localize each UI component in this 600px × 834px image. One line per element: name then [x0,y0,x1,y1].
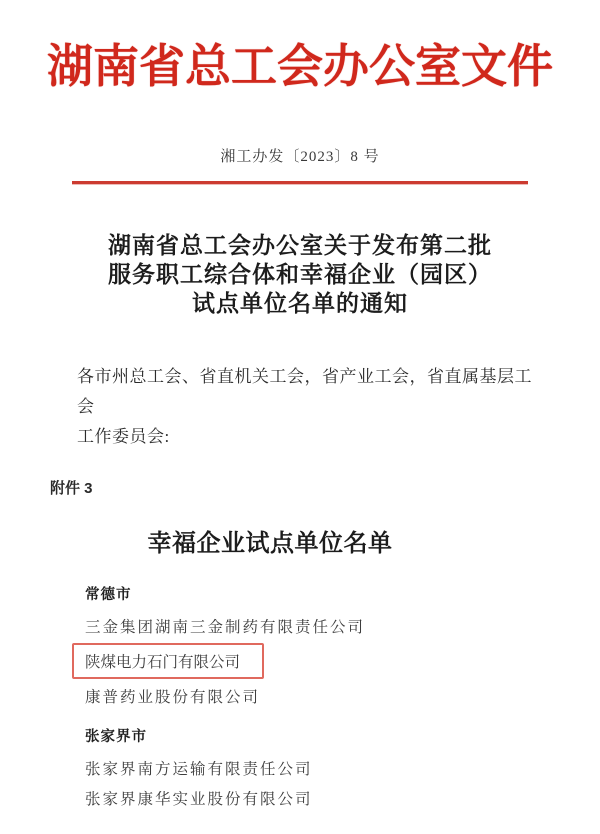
company-item-highlighted: 陕煤电力石门有限公司 [85,654,241,671]
addressee-paragraph [0,362,600,452]
company-item: 张家界康华实业股份有限公司 [85,791,313,808]
red-highlight-box [72,643,264,679]
document-title-line-1: 湖南省总工会办公室关于发布第二批 [108,233,492,258]
document-title-line-2: 服务职工综合体和幸福企业（园区） [108,262,492,287]
pilot-unit-list [0,585,600,810]
city-heading-changde: 常德市 [85,587,132,603]
company-item: 三金集团湖南三金制药有限责任公司 [85,619,366,636]
red-divider-rule [72,181,528,184]
document-title-line-3: 试点单位名单的通知 [192,291,408,316]
city-heading-zhangjiajie: 张家界市 [85,729,147,745]
addressee-line-1: 各市州总工会、省直机关工会，省产业工会，省直属基层工会 [77,367,532,416]
company-item: 张家界南方运输有限责任公司 [85,761,313,778]
document-masthead: 湖南省总工会办公室文件 [47,41,553,92]
company-item: 康普药业股份有限公司 [85,689,261,706]
list-title-wrap [0,529,540,559]
attachment-label: 附件 3 [50,480,93,497]
document-number: 湘工办发〔2023〕8 号 [220,149,380,165]
list-title: 幸福企业试点单位名单 [147,531,393,557]
document-title [0,231,600,318]
addressee-line-2: 工作委员会: [77,427,170,446]
document-page [0,34,600,834]
company-row-highlighted [85,643,600,679]
